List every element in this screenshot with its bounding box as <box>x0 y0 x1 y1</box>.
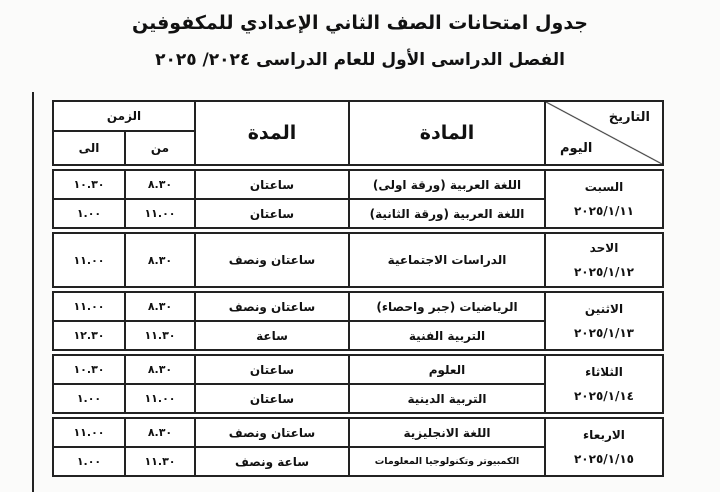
day-cell <box>545 355 663 413</box>
table-row <box>53 418 663 447</box>
day-name: الاربعاء <box>583 427 625 442</box>
time-from-cell: ٨.٣٠ <box>125 355 195 384</box>
exam-date: ٢٠٢٥/١/١٥ <box>573 452 635 466</box>
exam-date: ٢٠٢٥/١/١٢ <box>573 265 635 279</box>
exam-date: ٢٠٢٥/١/١٤ <box>573 389 635 403</box>
time-to-cell: ١٠.٣٠ <box>53 170 125 199</box>
time-from-cell: ٨.٣٠ <box>125 418 195 447</box>
document-title: جدول امتحانات الصف الثاني الإعدادي للمكفوفين <box>132 12 588 34</box>
subject-cell: الرياضيات (جبر واحصاء) <box>349 292 545 321</box>
day-name: السبت <box>584 179 624 194</box>
duration-cell: ساعتان <box>195 170 349 199</box>
duration-cell: ساعة <box>195 321 349 350</box>
from-header: من <box>125 131 195 165</box>
document-subtitle: الفصل الدراسى الأول للعام الدراسى ٢٠٢٤/ ٢٠٢٥ <box>155 50 565 70</box>
date-day-header <box>545 101 663 165</box>
time-from-cell: ١١.٠٠ <box>125 384 195 413</box>
time-to-cell: ١١.٠٠ <box>53 233 125 287</box>
subject-cell: اللغة العربية (ورقة اولى) <box>349 170 545 199</box>
to-header: الى <box>53 131 125 165</box>
subject-cell: التربية الفنية <box>349 321 545 350</box>
day-cell <box>545 418 663 476</box>
time-from-cell: ٨.٣٠ <box>125 233 195 287</box>
duration-cell: ساعتان <box>195 355 349 384</box>
time-from-cell: ٨.٣٠ <box>125 292 195 321</box>
subject-header: المادة <box>349 101 545 165</box>
date-header-label: التاريخ <box>608 110 650 125</box>
duration-header: المدة <box>195 101 349 165</box>
day-name: الاحد <box>589 240 619 255</box>
time-to-cell: ١.٠٠ <box>53 199 125 228</box>
table-row <box>53 355 663 384</box>
time-to-cell: ١٠.٣٠ <box>53 355 125 384</box>
exam-date: ٢٠٢٥/١/١١ <box>573 204 635 218</box>
duration-cell: ساعتان ونصف <box>195 292 349 321</box>
subject-cell: الدراسات الاجتماعية <box>349 233 545 287</box>
time-to-cell: ١١.٠٠ <box>53 418 125 447</box>
time-to-cell: ١١.٠٠ <box>53 292 125 321</box>
time-from-cell: ١١.٠٠ <box>125 199 195 228</box>
table-row <box>53 292 663 321</box>
duration-cell: ساعتان <box>195 199 349 228</box>
duration-cell: ساعتان ونصف <box>195 233 349 287</box>
time-from-cell: ٨.٣٠ <box>125 170 195 199</box>
day-name: الثلاثاء <box>585 364 623 379</box>
subject-cell: الكمبيوتر وتكنولوجيا المعلومات <box>349 447 545 476</box>
time-header: الزمن <box>53 101 195 131</box>
subject-cell: العلوم <box>349 355 545 384</box>
day-cell <box>545 233 663 287</box>
duration-cell: ساعة ونصف <box>195 447 349 476</box>
time-to-cell: ١.٠٠ <box>53 384 125 413</box>
table-row <box>53 233 663 287</box>
time-to-cell: ١٢.٣٠ <box>53 321 125 350</box>
subject-cell: التربية الدينية <box>349 384 545 413</box>
day-cell <box>545 292 663 350</box>
exam-date: ٢٠٢٥/١/١٣ <box>573 326 635 340</box>
day-name: الاثنين <box>584 301 624 316</box>
time-from-cell: ١١.٣٠ <box>125 447 195 476</box>
subject-cell: اللغة الانجليزية <box>349 418 545 447</box>
exam-schedule-table <box>52 100 664 477</box>
time-to-cell: ١.٠٠ <box>53 447 125 476</box>
duration-cell: ساعتان <box>195 384 349 413</box>
subject-cell: اللغة العربية (ورقة الثانية) <box>349 199 545 228</box>
table-row <box>53 170 663 199</box>
day-cell <box>545 170 663 228</box>
duration-cell: ساعتان ونصف <box>195 418 349 447</box>
day-header-label: اليوم <box>560 141 593 156</box>
time-from-cell: ١١.٣٠ <box>125 321 195 350</box>
